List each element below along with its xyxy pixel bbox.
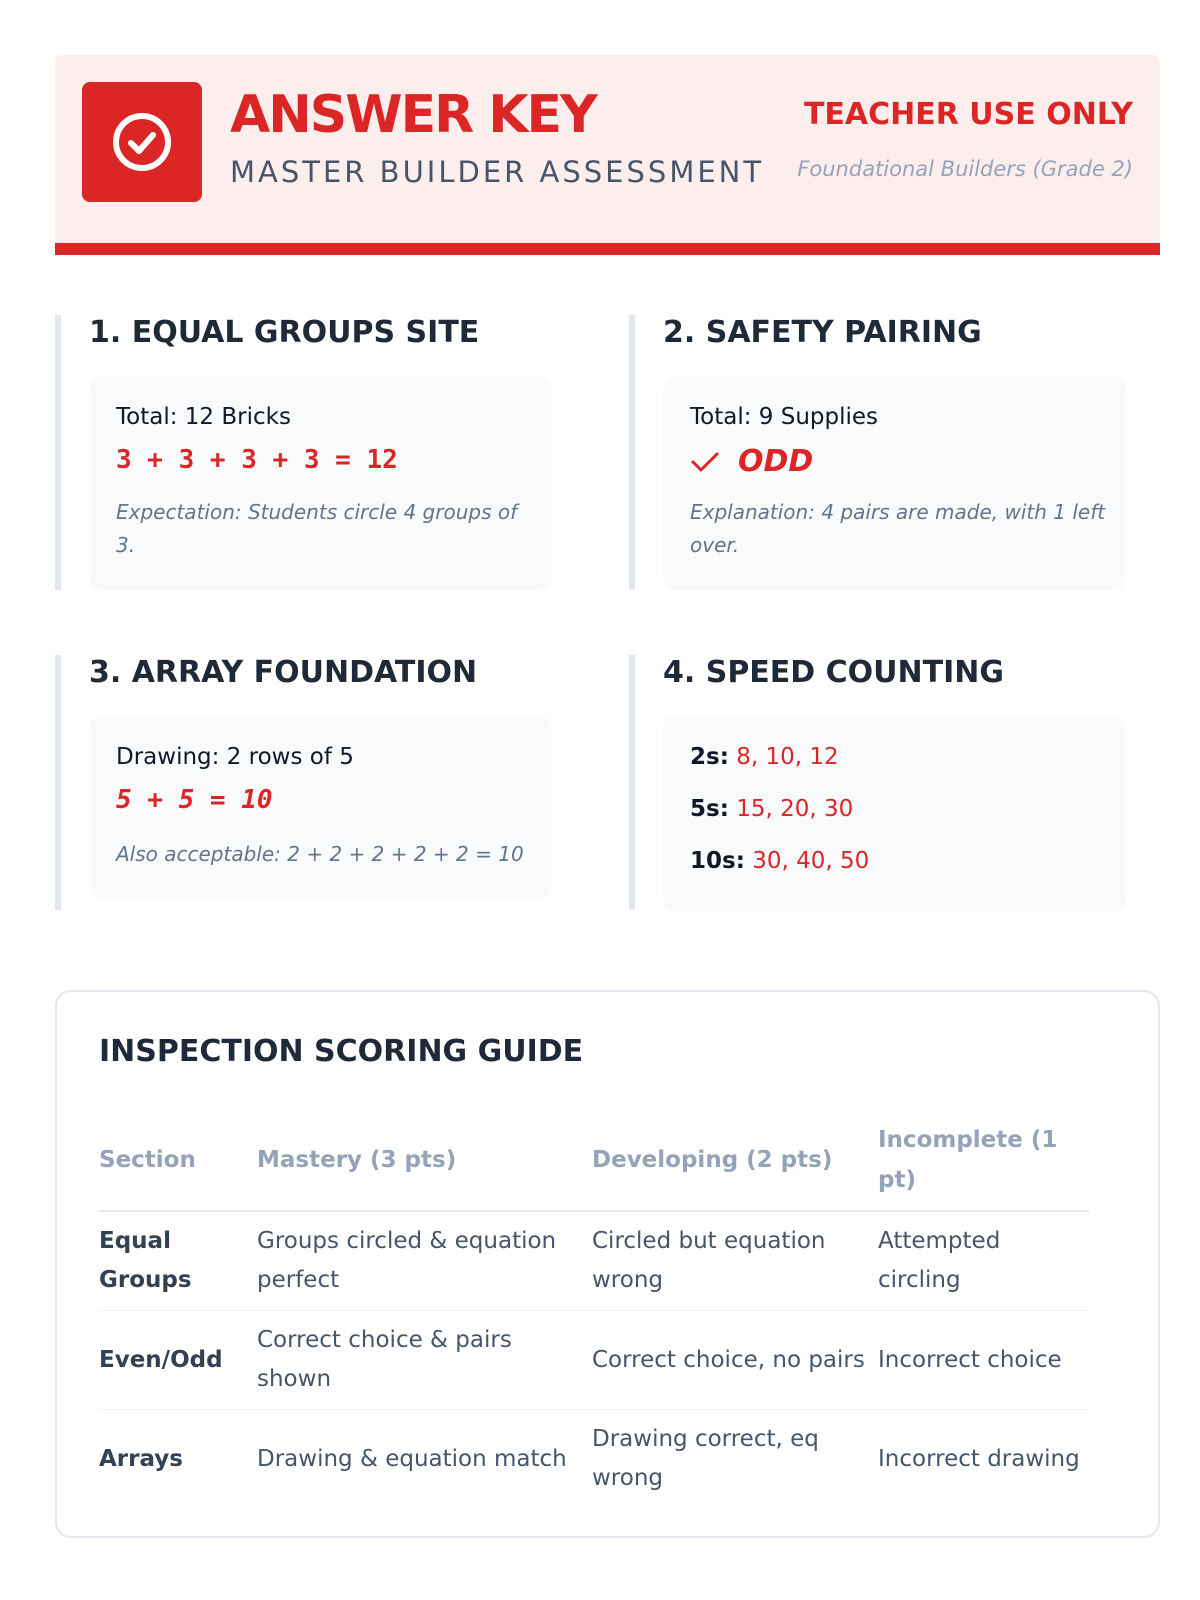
table-row <box>99 1410 1089 1509</box>
table-cell: Even/Odd <box>99 1311 257 1410</box>
table-cell: Groups circled & equation perfect <box>257 1211 592 1311</box>
table-cell: Incorrect drawing <box>878 1445 1080 1472</box>
table-cell: Drawing correct, eq wrong <box>592 1426 819 1491</box>
count-values: 30, 40, 50 <box>752 848 870 874</box>
odd-answer-row <box>690 444 813 479</box>
count-row-10s <box>690 848 869 874</box>
table-row <box>99 1211 1089 1311</box>
page-title: ANSWER KEY <box>230 85 596 145</box>
table-cell: Incorrect choice <box>878 1311 1089 1410</box>
checkmark-icon <box>690 450 720 474</box>
count-row-2s <box>690 744 839 770</box>
answer-card <box>663 376 1126 590</box>
card-answer: ODD <box>738 444 814 479</box>
count-label: 5s: <box>690 796 729 822</box>
card-prompt: Drawing: 2 rows of 5 <box>116 744 354 770</box>
teacher-use-badge: TEACHER USE ONLY <box>803 97 1133 132</box>
section-title: 1. EQUAL GROUPS SITE <box>89 315 480 350</box>
check-circle-icon <box>82 82 202 202</box>
count-label: 10s: <box>690 848 745 874</box>
count-row-5s <box>690 796 853 822</box>
section-title: 4. SPEED COUNTING <box>663 655 1004 690</box>
grade-label: Foundational Builders (Grade 2) <box>797 157 1133 181</box>
count-values: 15, 20, 30 <box>736 796 854 822</box>
section-title: 2. SAFETY PAIRING <box>663 315 982 350</box>
section-title: 3. ARRAY FOUNDATION <box>89 655 478 690</box>
answer-card <box>663 716 1126 912</box>
section-speed-counting <box>629 655 1160 910</box>
section-equal-groups <box>55 315 555 590</box>
card-answer: 5 + 5 = 10 <box>116 785 273 815</box>
guide-title: INSPECTION SCORING GUIDE <box>99 1034 584 1069</box>
card-note: Also acceptable: 2 + 2 + 2 + 2 + 2 = 10 <box>116 842 524 866</box>
page-subtitle: MASTER BUILDER ASSESSMENT <box>230 155 765 189</box>
table-cell: Equal Groups <box>99 1211 257 1311</box>
column-header: Mastery (3 pts) <box>257 1110 592 1211</box>
scoring-table <box>99 1110 1089 1508</box>
answer-card <box>89 376 552 590</box>
card-answer: 3 + 3 + 3 + 3 = 12 <box>116 445 398 475</box>
card-note: Expectation: Students circle 4 groups of 3. <box>116 500 518 557</box>
scoring-guide <box>55 990 1160 1538</box>
count-label: 2s: <box>690 744 729 770</box>
table-cell: Arrays <box>99 1445 183 1472</box>
column-header: Section <box>99 1110 257 1211</box>
table-cell: Drawing & equation match <box>257 1445 567 1472</box>
card-prompt: Total: 9 Supplies <box>690 404 879 430</box>
answer-card <box>89 716 552 899</box>
table-header-row <box>99 1110 1089 1211</box>
count-values: 8, 10, 12 <box>736 744 839 770</box>
card-note: Explanation: 4 pairs are made, with 1 left over. <box>690 500 1106 557</box>
section-safety-pairing <box>629 315 1160 590</box>
table-cell: Circled but equation wrong <box>592 1211 878 1311</box>
table-cell: Attempted circling <box>878 1211 1089 1311</box>
table-cell: Correct choice, no pairs <box>592 1311 878 1410</box>
column-header: Incomplete (1 pt) <box>878 1110 1089 1211</box>
table-cell: Correct choice & pairs shown <box>257 1311 592 1410</box>
table-row <box>99 1311 1089 1410</box>
column-header: Developing (2 pts) <box>592 1110 878 1211</box>
card-prompt: Total: 12 Bricks <box>116 404 291 430</box>
header-banner <box>55 55 1160 255</box>
section-array-foundation <box>55 655 555 910</box>
